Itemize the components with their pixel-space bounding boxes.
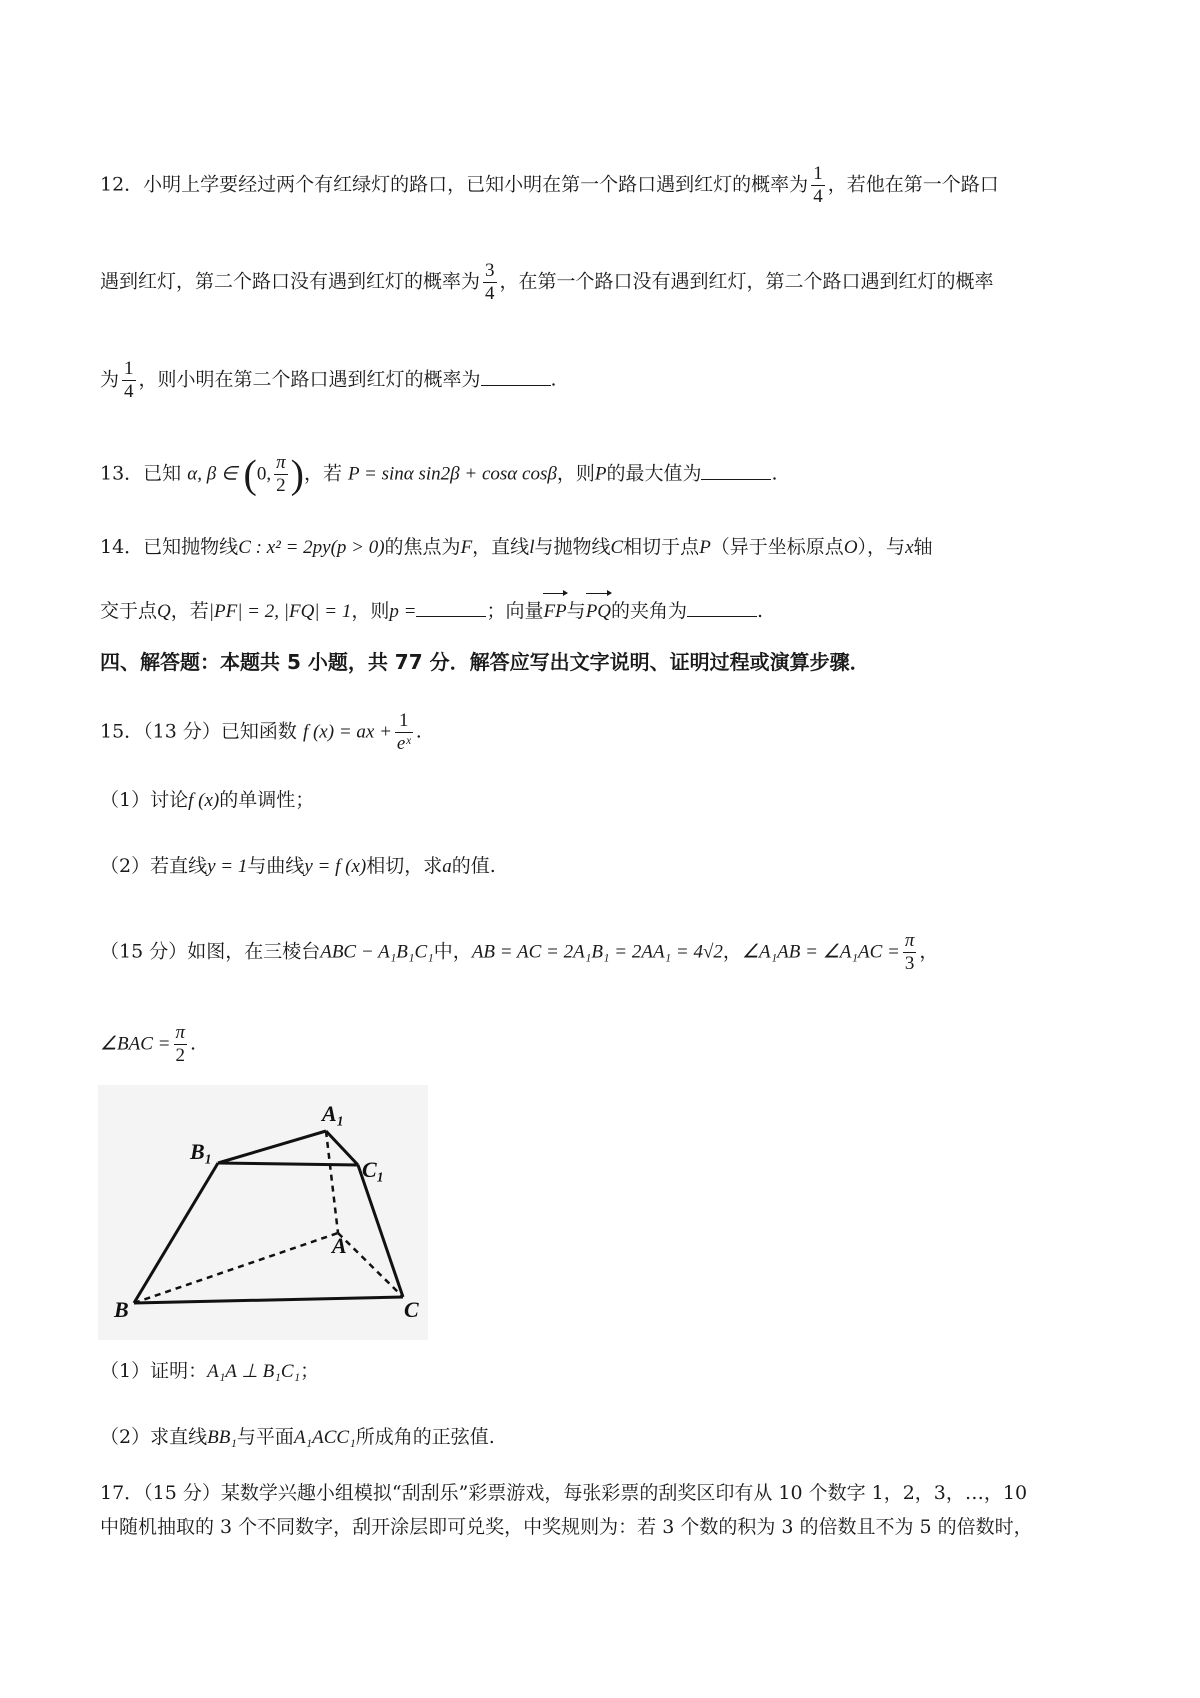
- fraction: $\frac{1}{\text{eˣ}}$: [396, 710, 411, 754]
- answer-blank[interactable]: [687, 598, 757, 617]
- label-a: A: [332, 1233, 347, 1258]
- frustum-diagram: [98, 1085, 428, 1340]
- edge-b-c: [134, 1297, 403, 1303]
- section-heading: 四、解答题：本题共 5 小题，共 77 分．解答应写出文字说明、证明过程或演算步骤．: [100, 650, 870, 674]
- q16-line-1: （15 分）如图，在三棱台ABC − A₁B₁C₁中，AB = AC = 2A₁B₁ = 2AA₁ = 4√2，∠A₁AB = ∠A₁AC = $\frac{\pi}{3}$ ，: [100, 930, 939, 974]
- fraction: $\frac{3}{4}$: [485, 260, 495, 304]
- edge-b-a: [134, 1233, 338, 1303]
- answer-blank[interactable]: [701, 461, 771, 480]
- label-b: B: [114, 1297, 129, 1322]
- label-a1: A₁: [322, 1101, 345, 1126]
- q17-line-2: 中随机抽取的 3 个不同数字，刮开涂层即可兑奖，中奖规则为：若 3 个数的积为 3 的倍数且不为 5 的倍数时，: [100, 1516, 1033, 1538]
- vector-fp: FP: [543, 597, 566, 627]
- answer-blank[interactable]: [481, 367, 551, 386]
- answer-blank[interactable]: [416, 598, 486, 617]
- label-c1: C₁: [362, 1157, 385, 1182]
- fraction: $\frac{\pi}{2}$: [276, 452, 286, 496]
- q12-line-1: 12．小明上学要经过两个有红绿灯的路口，已知小明在第一个路口遇到红灯的概率为 $\frac{1}{4}$ ，若他在第一个路口: [100, 163, 999, 207]
- frustum-figure: [98, 1085, 428, 1340]
- q15-line: 15．（13 分）已知函数 f (x) = ax + $\frac{1}{\text{eˣ}}$ .: [100, 710, 422, 754]
- edge-b1-a1: [218, 1131, 326, 1163]
- label-b1: B₁: [190, 1139, 213, 1164]
- q17-line-1: 17．（15 分）某数学兴趣小组模拟“刮刮乐”彩票游戏，每张彩票的刮奖区印有从 10 个数字 1，2，3，…，10: [100, 1482, 1028, 1504]
- q16-sub1: （1）证明：A₁A ⊥ B₁C₁；: [100, 1360, 320, 1382]
- fraction: $\frac{\pi}{3}$: [904, 930, 915, 974]
- edge-b1-c1: [218, 1163, 358, 1165]
- edge-c1-c: [358, 1165, 403, 1297]
- fraction: $\frac{\pi}{2}$: [175, 1022, 186, 1066]
- q15-sub2: （2）若直线y = 1与曲线y = f (x)相切，求a的值.: [100, 855, 496, 877]
- q16-line-2: ∠BAC = $\frac{\pi}{2}$ .: [100, 1022, 197, 1066]
- edge-b-b1: [134, 1163, 218, 1303]
- q14-line-1: 14．已知抛物线C : x² = 2py(p > 0)的焦点为F，直线l与抛物线C相切于点P（异于坐标原点O），与x轴: [100, 536, 933, 558]
- q12-line-2: 遇到红灯，第二个路口没有遇到红灯的概率为 $\frac{3}{4}$ ，在第一个路口没有遇到红灯，第二个路口遇到红灯的概率: [100, 260, 994, 304]
- fraction: $\frac{1}{4}$: [124, 358, 134, 402]
- fraction: $\frac{1}{4}$: [813, 163, 823, 207]
- q16-sub2: （2）求直线BB₁与平面A₁ACC₁所成角的正弦值.: [100, 1426, 495, 1448]
- q14-line-2: 交于点Q，若|PF| = 2, |FQ| = 1，则p = ；向量FP与PQ的夹角为 .: [100, 596, 763, 627]
- q12-line-3: 为 $\frac{1}{4}$ ，则小明在第二个路口遇到红灯的概率为 .: [100, 358, 557, 402]
- q15-sub1: （1）讨论f (x)的单调性；: [100, 789, 315, 811]
- label-c: C: [404, 1297, 419, 1322]
- edge-a1-c1: [326, 1131, 358, 1165]
- vector-pq: PQ: [586, 597, 611, 627]
- q13-line: 13．已知 α, β ∈ (0, $\frac{\pi}{2}$ )，若 P = sinα sin2β + cosα cosβ，则P的最大值为 .: [100, 451, 778, 497]
- edge-a1-a: [326, 1131, 338, 1233]
